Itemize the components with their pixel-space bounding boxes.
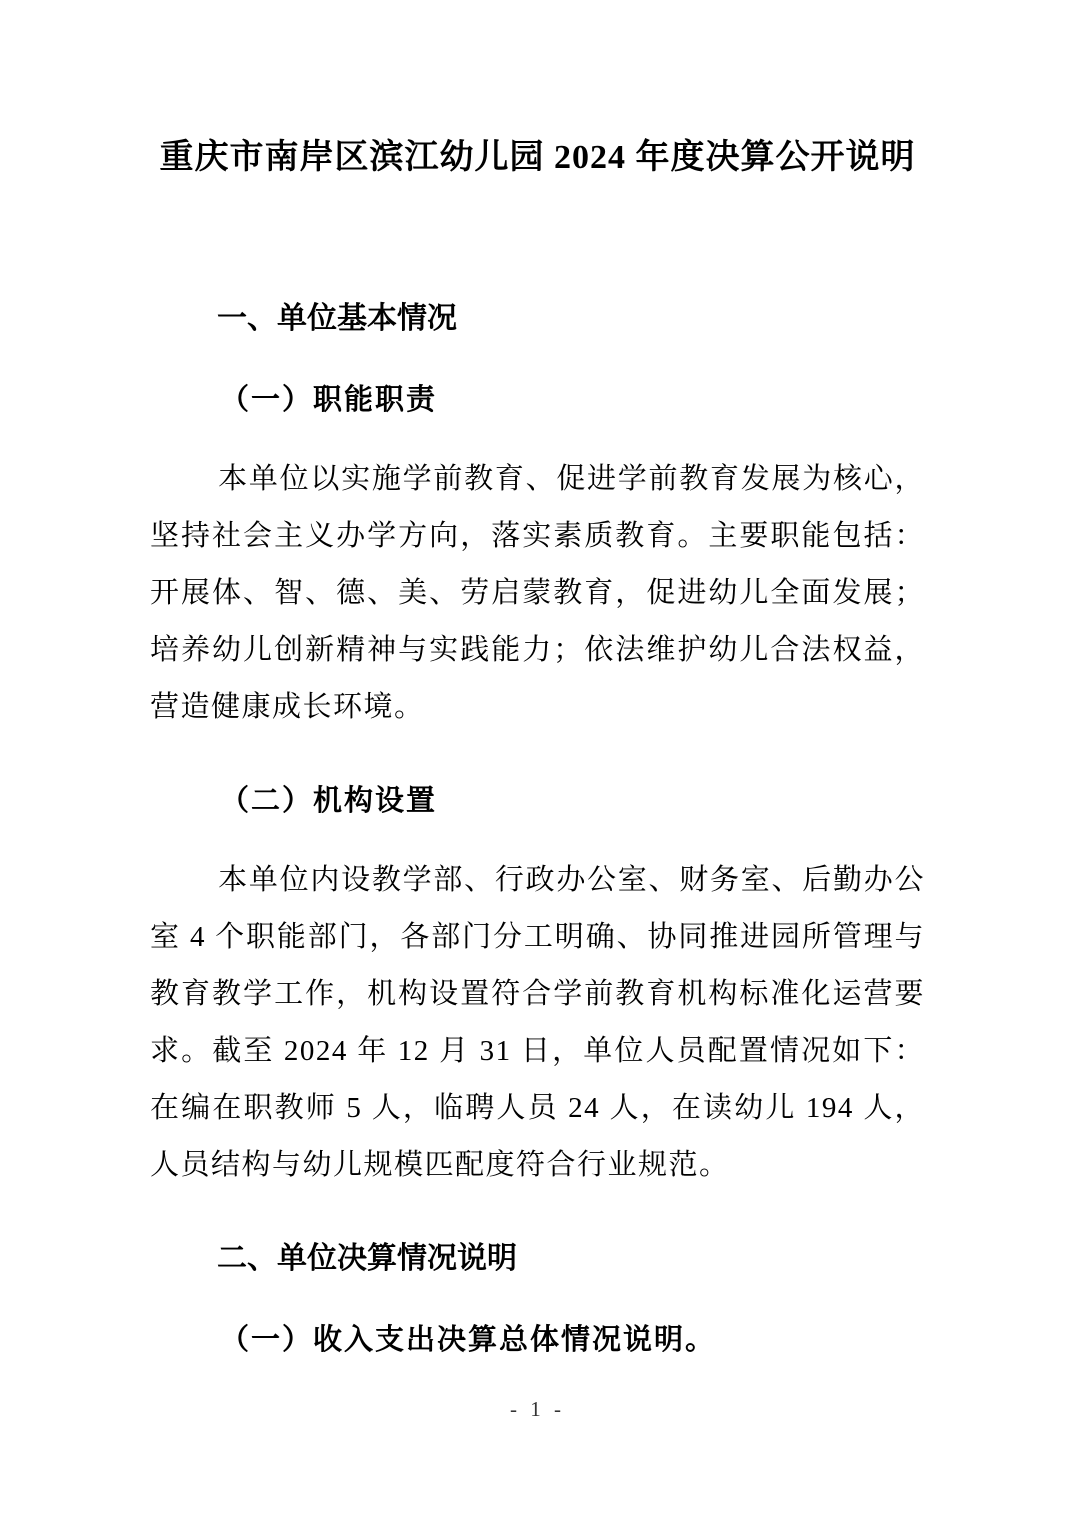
subsection-1-1-paragraph: 本单位以实施学前教育、促进学前教育发展为核心，坚持社会主义办学方向，落实素质教育。主要职能包括：开展体、智、德、美、劳启蒙教育，促进幼儿全面发展；培养幼儿创新精神与实践能力；依法维护幼儿合法权益，营造健康成长环境。 <box>150 463 925 724</box>
subsection-1-1-heading: （一）职能职责 <box>220 384 438 417</box>
page-number: - 1 - <box>510 1397 565 1421</box>
subsection-1-2-paragraph: 本单位内设教学部、行政办公室、财务室、后勤办公室 4 个职能部门，各部门分工明确、协同推进园所管理与教育教学工作，机构设置符合学前教育机构标准化运营要求。截至 2024 年 12 月 31 日，单位人员配置情况如下：在编在职教师 5 人，临聘人员 24 人，在读幼儿 194 人，人员结构与幼儿规模匹配度符合行业规范。 <box>150 863 925 1181</box>
subsection-1-2-heading: （二）机构设置 <box>220 785 438 818</box>
section-1-heading: 一、单位基本情况 <box>217 302 457 336</box>
subsection-2-1-heading: （一）收入支出决算总体情况说明。 <box>220 1323 717 1356</box>
section-2-heading: 二、单位决算情况说明 <box>217 1241 517 1275</box>
document-title: 重庆市南岸区滨江幼儿园 2024 年度决算公开说明 <box>159 139 916 176</box>
